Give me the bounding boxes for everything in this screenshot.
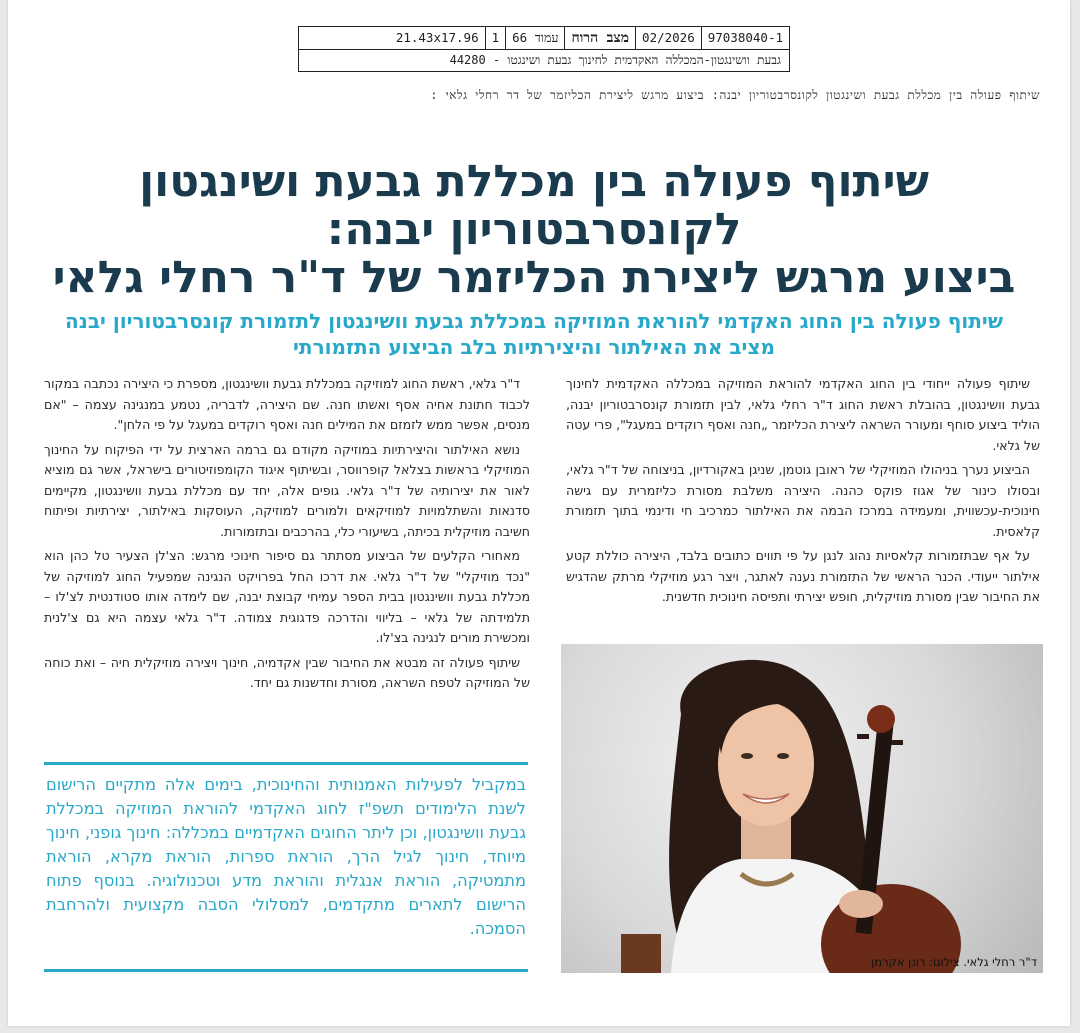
paragraph: שיתוף פעולה ייחודי בין החוג האקדמי להוראת המוזיקה במכללה האקדמית לחינוך גבעת וושינגטון, בהובלת ראשת החוג ד"ר רחלי גלאי, לבין תזמורת קונסרבטוריון יבנה, הוליד ביצוע סוחף ומעורר השראה ליצירת הכליזמר „חנה ואסף רוקדים במעגל", פרי עטה של גלאי.	[566, 376, 1040, 453]
paragraph: נושא האילתור והיצירתיות במוזיקה מקודם גם ברמה הארצית על ידי הפיקוח על החינוך המוזיקלי בראשות בצלאל קופרווסר, ובשיתוף איגוד הקומפוזיטורים בישראל, אשר גם מוציא לאור את יצירותיה של ד"ר גלאי. גופים אלה, יחד עם מכללת גבעת וושינגטון, מקיימים סדנאות והשתלמויות למוזיקאים ולמורים למוזיקה, העוסקות באילתור, יצירתיות ופיתוח חשיבה מוזיקלית בכיתה, בשיעורי כלי, בהרכבים ובתזמורות.	[44, 441, 530, 539]
clipping-size: 21.43x17.96	[395, 30, 479, 45]
paragraph: מאחורי הקלעים של הביצוע מסתתר גם סיפור חינוכי מרגש: הצ'לן הצעיר טל כהן הוא "נכד מוזיקלי" של ד"ר גלאי. את דרכו החל בפרויקט הנגינה שמפעיל החוג למוזיקה של מכללת גבעת וושינגטון בבית הספר עמיחי קבוצת יבנה, שם לימדה אותו סטודנטית לצ'לו – תלמידתה של גלאי – בליווי והדרכה פדגוגית צמודה. ד"ר גלאי עצמה היא גם צ'לנית ומכשירת מורים לנגינה בצ'לו.	[44, 548, 530, 645]
clipping-header	[298, 26, 790, 72]
page-count: 1	[485, 27, 506, 49]
registration-text: במקביל לפעילות האמנותית והחינוכית, בימים אלה מתקיים הרישום לשנת הלימודים תשפ"ז לחוג האקדמי להוראת המוזיקה במכללת גבעת וושינגטון, וכן ליתר החוגים האקדמיים במכללה: חינוך גופני, חינוך מיוחד, חינוך לגיל הרך, הוראת ספרות, הוראת מקרא, הוראת מתמטיקה, הוראת אנגלית והוראת מדע וטכנולוגיה. בנוסף פתוח הרישום לתארים מתקדמים, למסלולי הסבה מקצועית ולהרחבת הסמכה.	[46, 775, 526, 938]
portrait-photo	[561, 644, 1043, 973]
headline-line-2: לקונסרבטוריון יבנה:	[326, 204, 742, 255]
paragraph: שיתוף פעולה זה מבטא את החיבור שבין אקדמיה, חינוך ויצירה מוזיקלית חיה – ואת כוחה של המוזיקה לטפח השראה, מסורת וחדשנות גם יחד.	[44, 654, 530, 690]
newspaper-page	[8, 0, 1070, 1026]
headline-line-3: ביצוע מרגש ליצירת הכליזמר של ד"ר רחלי גלאי	[52, 252, 1016, 303]
article-column-left	[44, 374, 530, 698]
clipping-id: 97038040-1	[701, 27, 789, 49]
subheadline-line-2: מציב את האילתור והיצירתיות בלב הביצוע התזמורתי	[293, 335, 775, 359]
article-subheadline	[38, 308, 1030, 360]
subheadline-line-1: שיתוף פעולה בין החוג האקדמי להוראת המוזיקה במכללת גבעת וושינגטון לתזמורת קונסרבטוריון יבנה	[65, 309, 1003, 333]
paragraph: על אף שבתזמורות קלאסיות נהוג לנגן על פי תווים כתובים בלבד, היצירה כוללת קטע אילתור ייעודי. הכנר הראשי של התזמורת נענה לאתגר, ויצר רגע מוזיקלי מרתק שהדגיש את החיבור שבין מסורת מוזיקלית, חופש יצירתי ותפיסה חינוכית חדשנית.	[566, 548, 1040, 604]
cellist-illustration	[561, 644, 1043, 973]
registration-box	[44, 762, 528, 972]
clipping-info-row	[299, 27, 789, 50]
publication-name: מצב הרוח	[564, 27, 635, 49]
headline-line-1: שיתוף פעולה בין מכללת גבעת ושינגטון	[139, 156, 929, 207]
paragraph: ד"ר גלאי, ראשת החוג למוזיקה במכללת גבעת וושינגטון, מספרת כי היצירה נכתבה במקור לכבוד חתונת אחיה אסף ואשתו חנה. שם היצירה, לדבריה, נטמע במנגינה עצמה – "אם מנסים, אפשר ממש לזמזם את המילים חנה ואסף רוקדים במעגל על פי הלחן".	[44, 376, 530, 432]
article-headline	[38, 158, 1030, 302]
page-number: עמוד 66	[505, 27, 564, 49]
subject-line: שיתוף פעולה בין מכללת גבעת ושינגטון לקונסרבטוריון יבנה: ביצוע מרגש ליצירת הכליזמר של דר רחלי גלאי :	[430, 88, 1040, 102]
photo-caption: ד"ר רחלי גלאי. צילום: רונן אקרמן	[871, 955, 1037, 969]
clipping-client: גבעת וושינגטון-המכללה האקדמית לחינוך גבעת ושינגטו - 44280	[449, 53, 781, 67]
clipping-date: 02/2026	[635, 27, 701, 49]
paragraph: הביצוע נערך בניהולו המוזיקלי של ראובן גוטמן, שניגן באקורדיון, בניצוחה של ד"ר גלאי, ובסולו כינור של אגוז פוקס כהנה. היצירה משלבת מסורת כליזמרית עם גישה חינוכית-עכשווית, ומעמידה במרכז הבמה את האילתור כמרכיב חי ודינמי בתוך תזמורת קלאסית.	[566, 462, 1040, 539]
article-column-right	[566, 374, 1040, 612]
